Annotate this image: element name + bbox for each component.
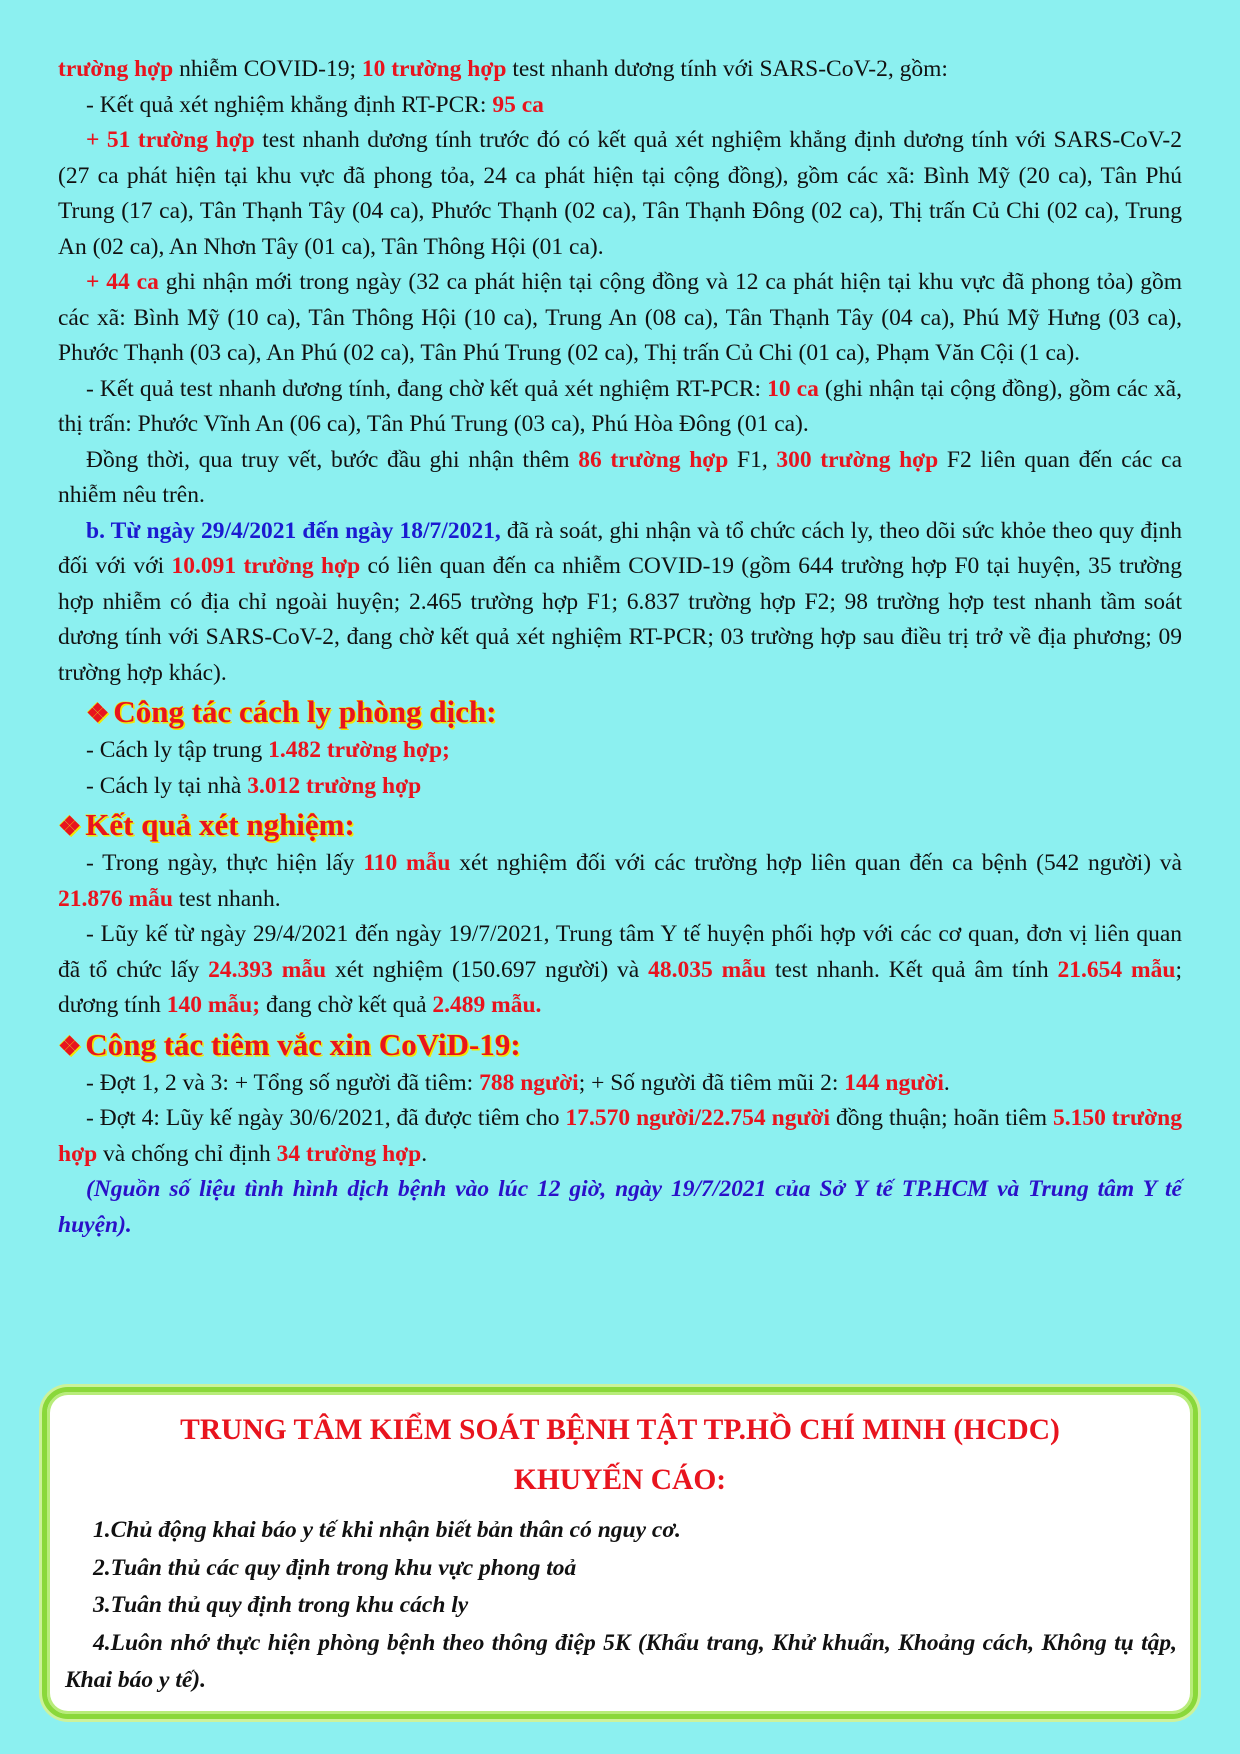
home-quarantine-line: - Cách ly tại nhà 3.012 trường hợp bbox=[86, 772, 422, 799]
central-quarantine-line: - Cách ly tập trung 1.482 trường hợp; bbox=[86, 737, 450, 763]
recommendation-heading: KHUYẾN CÁO: bbox=[513, 1464, 727, 1496]
new-44-cases: + 44 ca ghi nhận mới trong ngày (32 ca phát hiện tại cộng đồng và 12 ca phát hiện tại khu vực đã phong tỏa) gồm các xã: Bình Mỹ (10 ca), Tân Thông Hội (10 ca), Trung An (08 ca), Tân Thạnh Tây (04 ca), Phú Mỹ Hưng (03 ca), Phước Thạnh (03 ca), An Phú (02 ca), Tân Phú Trung (02 ca), Thị trấn Củ Chi (01 ca), Phạm Văn Cội (1 ca). bbox=[58, 269, 1182, 366]
recommendation-item: 3.Tuân thủ quy định trong khu cách ly bbox=[93, 1592, 469, 1618]
recommendation-item: 1.Chủ động khai báo y tế khi nhận biết bản thân có nguy cơ. bbox=[93, 1517, 681, 1543]
diamond-bullet-icon: ❖ bbox=[58, 812, 82, 841]
hcdc-recommendation-box bbox=[42, 1387, 1198, 1719]
recommendation-list bbox=[65, 1512, 1177, 1700]
vaccine-heading: ❖ Công tác tiêm vắc xin CoViD-19: bbox=[58, 1026, 521, 1062]
hcdc-title: TRUNG TÂM KIỂM SOÁT BỆNH TẬT TP.HỒ CHÍ MINH (HCDC) bbox=[180, 1414, 1060, 1446]
diamond-bullet-icon: ❖ bbox=[86, 699, 110, 728]
rapid-test-pending: - Kết quả test nhanh dương tính, đang chờ kết quả xét nghiệm RT-PCR: 10 ca (ghi nhận tại cộng đồng), gồm các xã, thị trấn: Phước Vĩnh An (06 ca), Tân Phú Trung (03 ca), Phú Hòa Đông (01 ca). bbox=[58, 375, 1182, 437]
vaccine-rounds-1-3: - Đợt 1, 2 và 3: + Tổng số người đã tiêm: 788 người; + Số người đã tiêm mũi 2: 144 người. bbox=[86, 1069, 950, 1096]
cumulative-tests-line: - Lũy kế từ ngày 29/4/2021 đến ngày 19/7/2021, Trung tâm Y tế huyện phối hợp với các cơ quan, đơn vị liên quan đã tổ chức lấy 24.393 mẫu xét nghiệm (150.697 người) và 48.035 mẫu test nhanh. Kết quả âm tính 21.654 mẫu; dương tính 140 mẫu; đang chờ kết quả 2.489 mẫu. bbox=[58, 921, 1182, 1018]
diamond-bullet-icon: ❖ bbox=[58, 1031, 82, 1061]
confirmed-51-cases: + 51 trường hợp test nhanh dương tính trước đó có kết quả xét nghiệm khẳng định dương tính với SARS-CoV-2 (27 ca phát hiện tại khu vực đã phong tỏa, 24 ca phát hiện tại cộng đồng), gồm các xã: Bình Mỹ (20 ca), Tân Phú Trung (17 ca), Tân Thạnh Tây (04 ca), Phước Thạnh (02 ca), Tân Thạnh Đông (02 ca), Thị trấn Củ Chi (02 ca), Trung An (02 ca), An Nhơn Tây (01 ca), Tân Thông Hội (01 ca). bbox=[58, 127, 1182, 260]
cumulative-summary: b. Từ ngày 29/4/2021 đến ngày 18/7/2021, đã rà soát, ghi nhận và tổ chức cách ly, theo dõi sức khỏe theo quy định đối với với 10.091 trường hợp có liên quan đến ca nhiễm COVID-19 (gồm 644 trường hợp F0 tại huyện, 35 trường hợp nhiễm có địa chỉ ngoài huyện; 2.465 trường hợp F1; 6.837 trường hợp F2; 98 trường hợp test nhanh tầm soát dương tính với SARS-CoV-2, đang chờ kết quả xét nghiệm RT-PCR; 03 trường hợp sau điều trị trở về địa phương; 09 trường hợp khác). bbox=[58, 517, 1182, 686]
data-source-note: (Nguồn số liệu tình hình dịch bệnh vào lúc 12 giờ, ngày 19/7/2021 của Sở Y tế TP.HCM và Trung tâm Y tế huyện). bbox=[58, 1176, 1182, 1238]
report-body bbox=[58, 52, 1182, 1243]
test-results-heading: ❖ Kết quả xét nghiệm: bbox=[58, 807, 355, 842]
summary-paragraph: trường hợp nhiễm COVID-19; 10 trường hợp test nhanh dương tính với SARS-CoV-2, gồm: bbox=[58, 56, 948, 82]
recommendation-item: 4.Luôn nhớ thực hiện phòng bệnh theo thông điệp 5K (Khẩu trang, Khử khuẩn, Khoảng cách, Không tụ tập, Khai báo y tế). bbox=[65, 1629, 1177, 1693]
daily-tests-line: - Trong ngày, thực hiện lấy 110 mẫu xét nghiệm đối với các trường hợp liên quan đến ca bệnh (542 người) và 21.876 mẫu test nhanh. bbox=[58, 850, 1182, 912]
contact-tracing: Đồng thời, qua truy vết, bước đầu ghi nhận thêm 86 trường hợp F1, 300 trường hợp F2 liên quan đến các ca nhiễm nêu trên. bbox=[58, 446, 1182, 508]
recommendation-item: 2.Tuân thủ các quy định trong khu vực phong toả bbox=[93, 1554, 577, 1581]
quarantine-heading: ❖ Công tác cách ly phòng dịch: bbox=[86, 694, 497, 729]
rt-pcr-result: - Kết quả xét nghiệm khẳng định RT-PCR: 95 ca bbox=[86, 91, 544, 118]
vaccine-round-4: - Đợt 4: Lũy kế ngày 30/6/2021, đã được tiêm cho 17.570 người/22.754 người đồng thuận; hoãn tiêm 5.150 trường hợp và chống chỉ định 34 trường hợp. bbox=[58, 1105, 1182, 1167]
